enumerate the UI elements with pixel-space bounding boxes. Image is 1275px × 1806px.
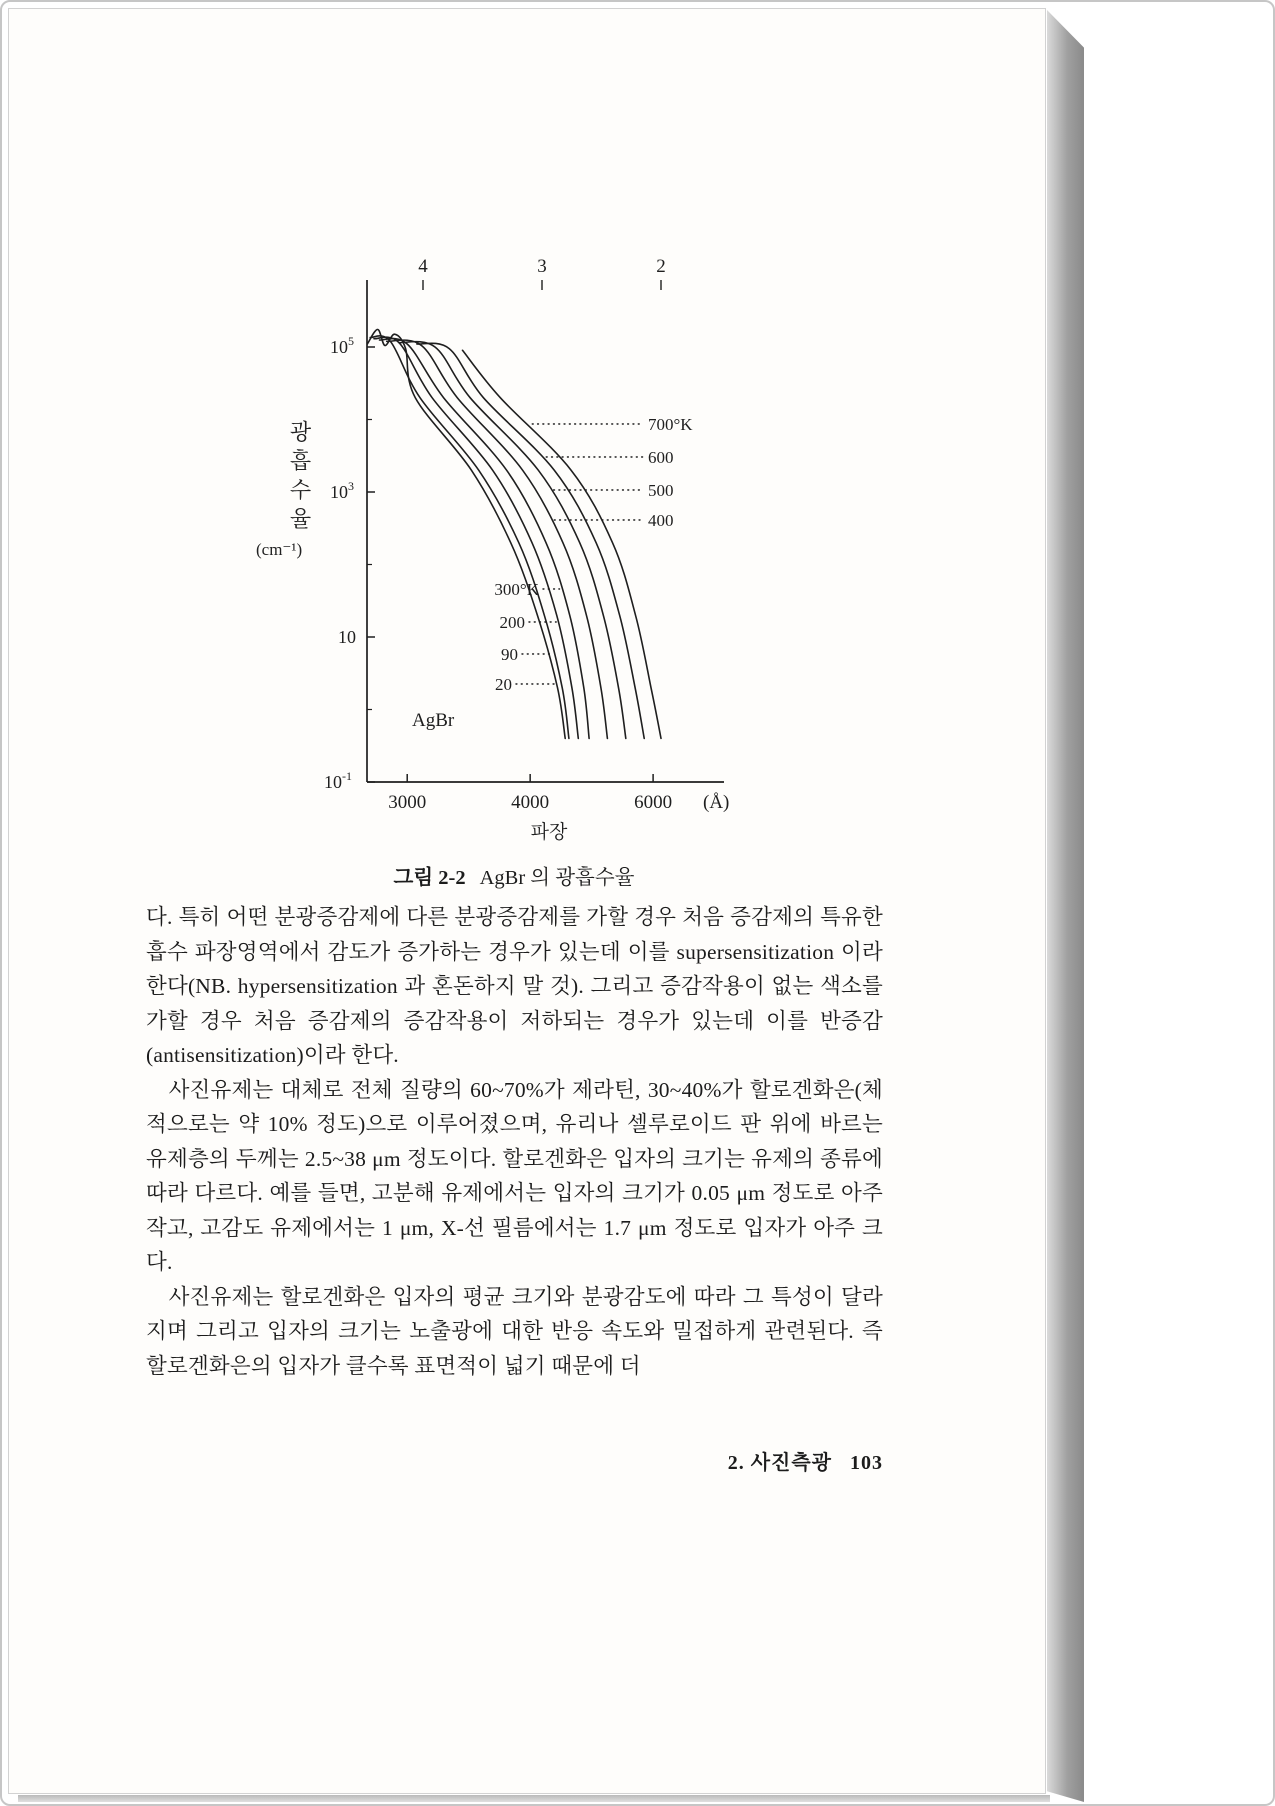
svg-text:700°K: 700°K	[648, 415, 693, 434]
figure-caption	[147, 860, 881, 890]
svg-text:2: 2	[656, 256, 666, 277]
svg-text:4: 4	[418, 256, 428, 277]
y-axis-label: 광흡수율	[287, 420, 312, 536]
page-footer	[146, 1446, 883, 1475]
paragraph-1: 다. 특히 어떤 분광증감제에 다른 분광증감제를 가할 경우 처음 증감제의 특유한 흡수 파장영역에서 감도가 증가하는 경우가 있는데 이를 supersensitization 이라 한다(NB. hypersensitization 과 혼돈하지 말 것). 그리고 증감작용이 없는 색소를 가할 경우 처음 증감제의 증감작용이 저하되는 경우가 있는데 이를 반증감(antisensitization)이라 한다.	[146, 905, 883, 1067]
footer-page-number: 103	[850, 1452, 883, 1474]
svg-text:3000: 3000	[388, 792, 427, 813]
figure-caption-label: 그림 2-2	[393, 867, 466, 889]
book-page-edge-right	[1047, 10, 1084, 1802]
svg-text:20: 20	[495, 675, 512, 694]
svg-text:3: 3	[537, 256, 547, 277]
paragraph-3: 사진유제는 할로겐화은 입자의 평균 크기와 분광감도에 따라 그 특성이 달라지며 그리고 입자의 크기는 노출광에 대한 반응 속도와 밀접하게 관련된다. 즉 할로겐화은의 입자가 클수록 표면적이 넓기 때문에 더	[146, 1284, 883, 1378]
svg-text:600: 600	[648, 448, 674, 467]
svg-text:4000: 4000	[511, 792, 550, 813]
book-page-edge-bottom	[18, 1795, 1050, 1802]
svg-text:300°K: 300°K	[494, 580, 539, 599]
svg-text:105: $10^5$	[330, 334, 354, 357]
figure-caption-title: AgBr 의 광흡수율	[479, 867, 635, 889]
paragraph-2: 사진유제는 대체로 전체 질량의 60~70%가 제라틴, 30~40%가 할로겐화은(체적으로는 약 10% 정도)으로 이루어졌으며, 유리나 셀루로이드 판 위에 바르는 유제층의 두께는 2.5~38 μm 정도이다. 할로겐화은 입자의 크기는 유제의 종류에 따라 다르다. 예를 들면, 고분해 유제에서는 입자의 크기가 0.05 μm 정도로 아주 작고, 고감도 유제에서는 1 μm, X-선 필름에서는 1.7 μm 정도로 입자가 아주 크다.	[146, 1077, 883, 1274]
svg-text:AgBr: AgBr	[412, 710, 455, 731]
svg-text:200: 200	[499, 613, 525, 632]
svg-text:6000: 6000	[634, 792, 673, 813]
body-text	[146, 900, 883, 1383]
svg-text:10: 10	[338, 627, 356, 647]
figure-2-2	[262, 242, 782, 852]
svg-text:500: 500	[648, 481, 674, 500]
absorption-chart	[262, 242, 782, 852]
svg-text:파장: 파장	[530, 822, 568, 843]
svg-text:103: $10^3$	[330, 479, 354, 502]
y-axis-unit: (cm⁻¹)	[256, 540, 303, 559]
svg-text:(Å): (Å)	[703, 792, 730, 813]
footer-section: 2. 사진측광	[727, 1452, 832, 1474]
svg-text:10-1: $10^{-1}$	[324, 769, 352, 792]
svg-text:400: 400	[648, 511, 674, 530]
svg-text:90: 90	[501, 645, 518, 664]
